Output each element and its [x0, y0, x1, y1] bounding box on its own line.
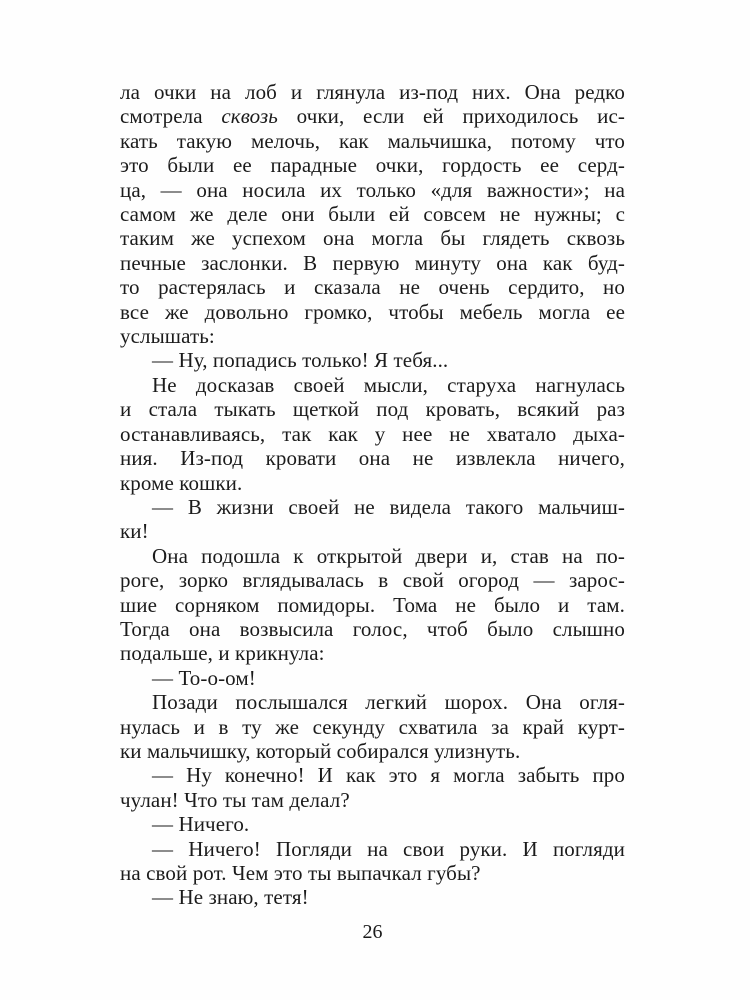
paragraph — [120, 495, 625, 544]
text-line — [120, 544, 625, 568]
text-line — [120, 837, 625, 861]
text-line — [120, 812, 625, 836]
text-line — [120, 178, 625, 202]
text-segment: кроме кошки. — [120, 470, 243, 495]
text-line — [120, 715, 625, 739]
text-segment: — Ничего! Погляди на свои руки. И погляди — [152, 836, 625, 861]
text-segment: это были ее парадные очки, гордость ее серд- — [120, 153, 625, 178]
text-line — [120, 641, 625, 665]
text-segment: — Ну конечно! И как это я могла забыть про — [152, 763, 625, 788]
text-line — [120, 202, 625, 226]
text-line — [120, 471, 625, 495]
text-line — [120, 593, 625, 617]
paragraph — [120, 812, 625, 836]
page-number: 26 — [362, 920, 383, 943]
text-line — [120, 446, 625, 470]
text-line — [120, 495, 625, 519]
text-line — [120, 617, 625, 641]
text-segment: чулан! Что ты там делал? — [120, 787, 350, 812]
text-line — [120, 348, 625, 372]
text-line — [120, 666, 625, 690]
text-segment: ния. Из-под кровати она не извлекла ничего, — [120, 446, 625, 471]
text-segment: ки! — [120, 519, 149, 544]
text-line — [120, 80, 625, 104]
text-segment: смотрела — [120, 104, 222, 129]
text-segment: шие сорняком помидоры. Тома не было и там. — [120, 592, 625, 617]
text-line — [120, 788, 625, 812]
text-line — [120, 129, 625, 153]
text-block — [120, 80, 625, 910]
text-segment: — В жизни своей не видела такого мальчиш- — [152, 494, 625, 519]
text-segment: на свой рот. Чем это ты выпачкал губы? — [120, 861, 481, 885]
text-line — [120, 422, 625, 446]
text-segment: — То-о-ом! — [152, 665, 256, 690]
text-segment: самом же деле они были ей совсем не нужны; с — [120, 202, 625, 227]
text-line — [120, 690, 625, 714]
text-segment: Позади послышался легкий шорох. Она огля- — [152, 690, 625, 715]
paragraph — [120, 666, 625, 690]
paragraph — [120, 373, 625, 495]
paragraph — [120, 348, 625, 372]
text-segment: кать такую мелочь, как мальчишка, потому что — [120, 128, 625, 153]
paragraph — [120, 80, 625, 348]
text-line — [120, 153, 625, 177]
text-segment: останавливаясь, так как у нее не хватало дыха- — [120, 421, 625, 446]
text-line — [120, 275, 625, 299]
text-segment: Тогда она возвысила голос, чтоб было слышно — [120, 616, 625, 641]
text-segment: ки мальчишку, который собирался улизнуть. — [120, 738, 521, 763]
text-line — [120, 763, 625, 787]
text-line — [120, 373, 625, 397]
text-line — [120, 226, 625, 250]
text-line — [120, 397, 625, 421]
text-segment: Не досказав своей мысли, старуха нагнулась — [152, 372, 625, 397]
text-line — [120, 568, 625, 592]
text-segment: Она подошла к открытой двери и, став на по- — [152, 543, 625, 568]
text-segment: — Ничего. — [152, 812, 250, 837]
text-segment: подальше, и крикнула: — [120, 641, 325, 666]
text-line — [120, 885, 625, 909]
text-segment: нулась и в ту же секунду схватила за край курт- — [120, 714, 625, 739]
text-line — [120, 104, 625, 128]
paragraph — [120, 690, 625, 763]
text-segment: таким же успехом она могла бы глядеть сквозь — [120, 226, 625, 251]
text-segment: — Ну, попадись только! Я тебя... — [152, 348, 449, 373]
text-line — [120, 300, 625, 324]
text-segment: ла очки на лоб и глянула из-под них. Она редко — [120, 80, 625, 104]
text-line — [120, 739, 625, 763]
text-segment: и стала тыкать щеткой под кровать, всякий раз — [120, 397, 625, 422]
text-segment: — Не знаю, тетя! — [152, 885, 309, 910]
italic-text: сквозь — [221, 104, 278, 129]
text-segment: печные заслонки. В первую минуту она как буд- — [120, 250, 625, 275]
paragraph — [120, 763, 625, 812]
text-segment: ца, — она носила их только «для важности»; на — [120, 177, 625, 202]
text-segment: все же довольно громко, чтобы мебель могла ее — [120, 299, 625, 324]
text-line — [120, 324, 625, 348]
text-segment: роге, зорко вглядывалась в свой огород — зарос- — [120, 568, 625, 593]
text-segment: очки, если ей приходилось ис- — [277, 104, 625, 129]
text-segment: услышать: — [120, 324, 215, 349]
text-line — [120, 861, 625, 885]
paragraph — [120, 837, 625, 886]
text-line — [120, 519, 625, 543]
text-line — [120, 251, 625, 275]
paragraph — [120, 885, 625, 909]
text-segment: то растерялась и сказала не очень сердито, но — [120, 275, 625, 300]
paragraph — [120, 544, 625, 666]
